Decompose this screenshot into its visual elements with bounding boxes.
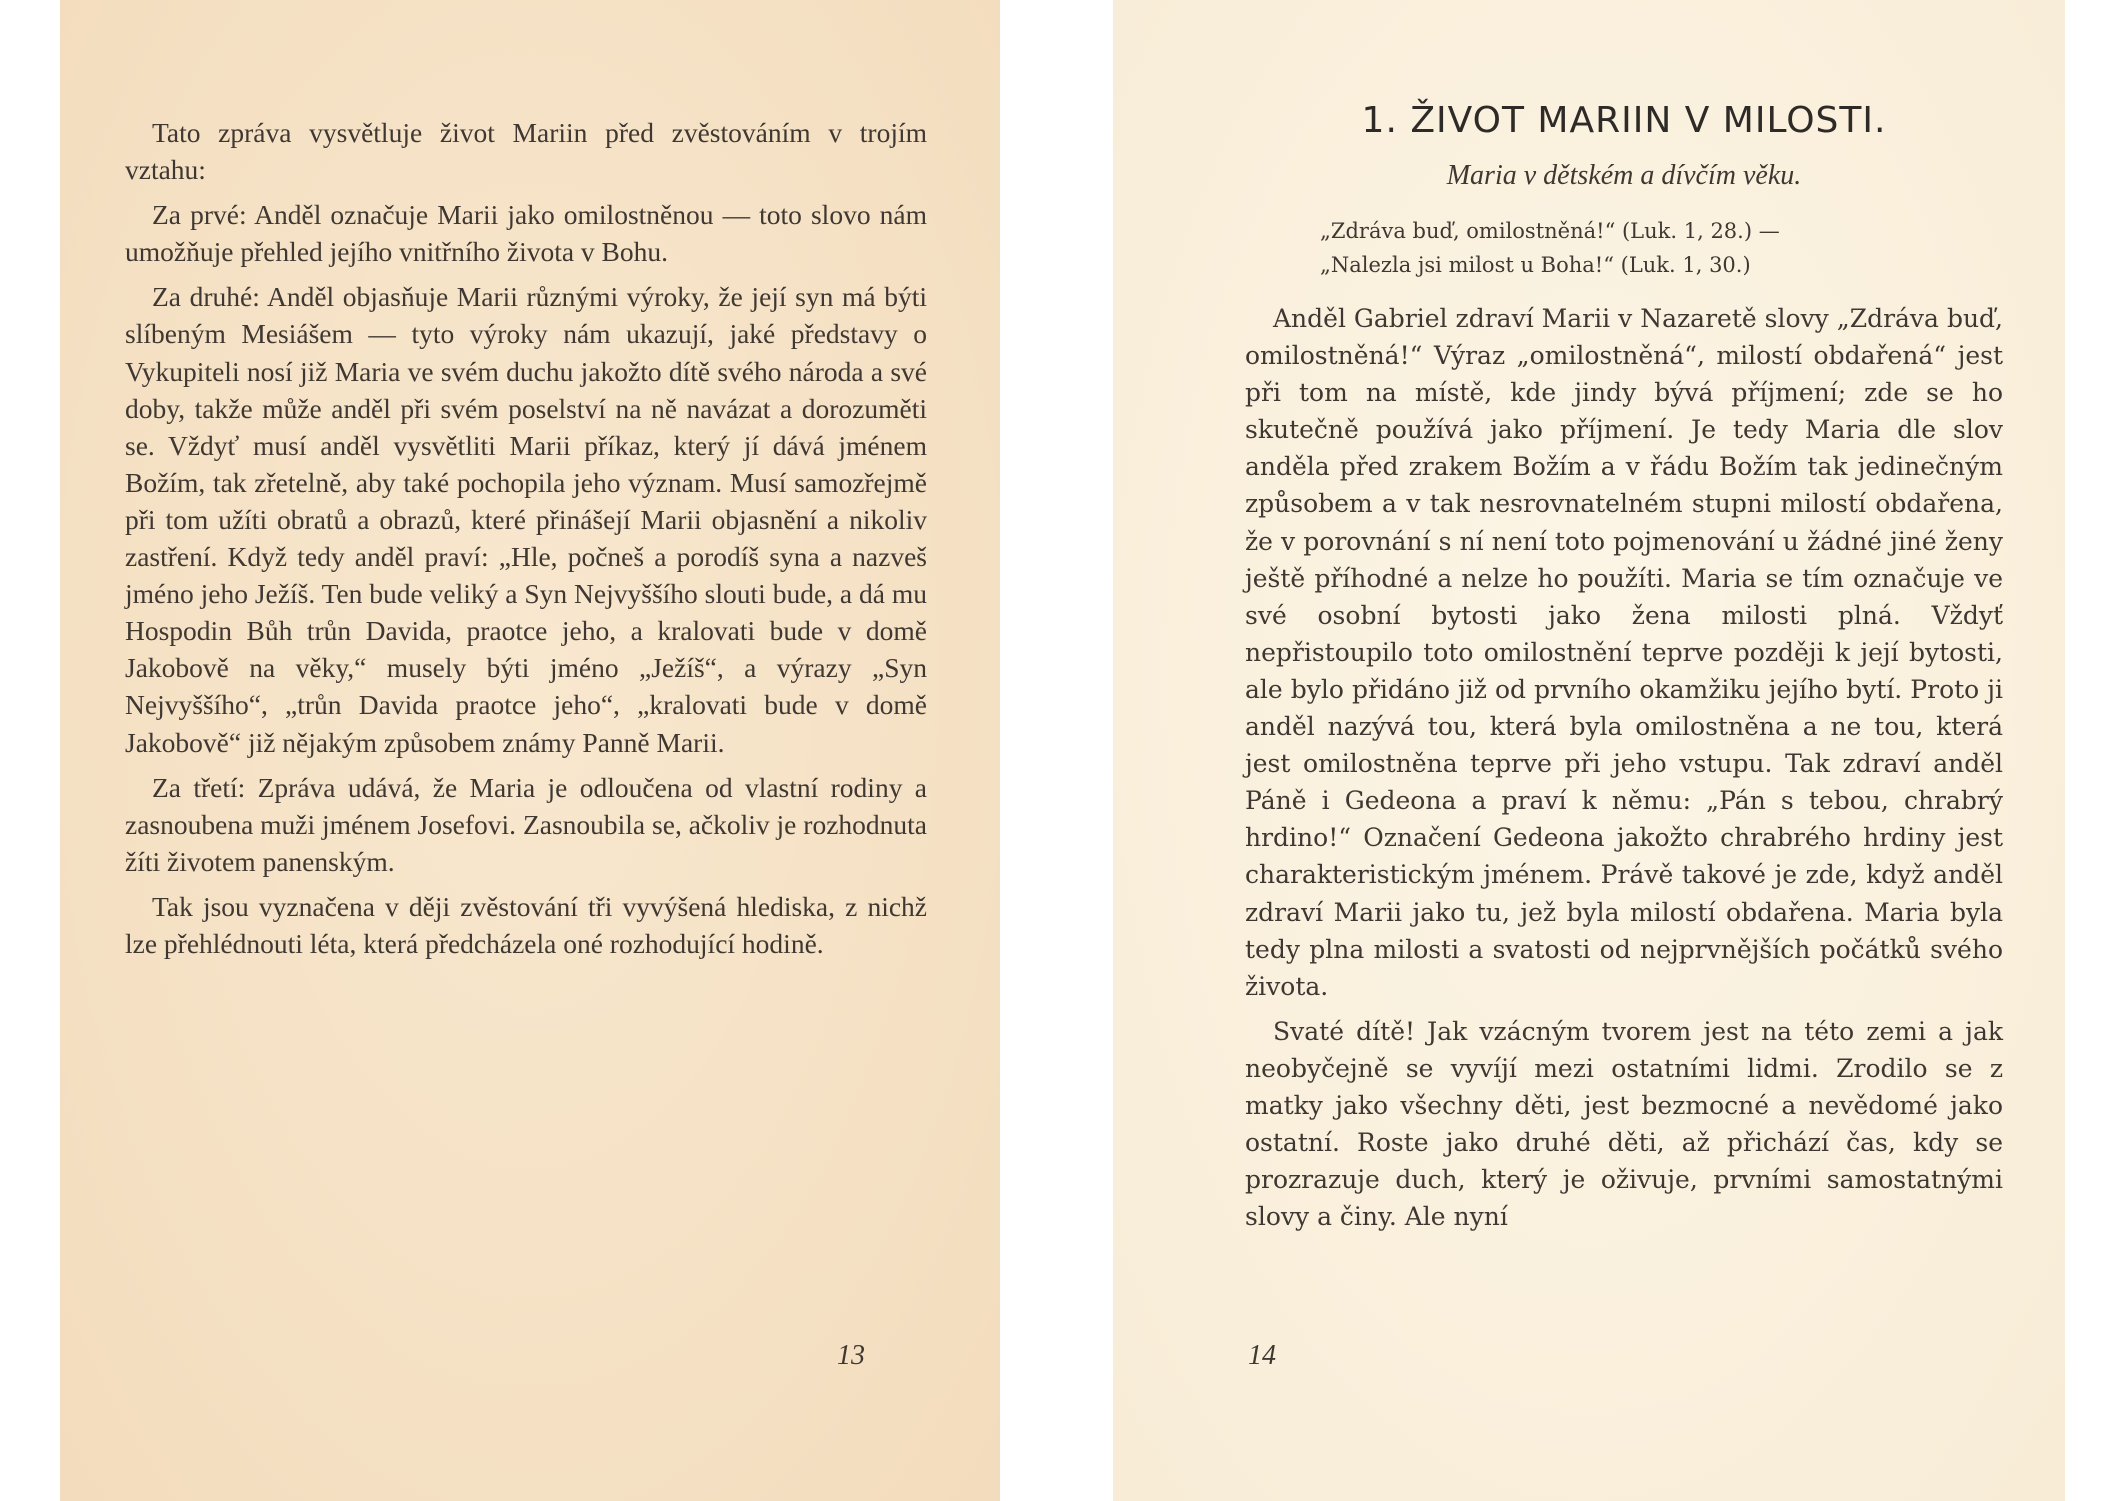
epigraph-line-1: „Zdráva buď, omilostněná!“ (Luk. 1, 28.) — <box>1320 219 1780 243</box>
left-paragraph-2: Za prvé: Anděl označuje Marii jako omilostněnou — toto slovo nám umožňuje přehled jejího vnitřního života v Bohu. <box>125 199 927 268</box>
right-page-body <box>1245 300 2003 1243</box>
chapter-title: 1. ŽIVOT MARIIN V MILOSTI. <box>1361 100 1887 141</box>
right-page <box>1113 0 2065 1501</box>
page-number-right: 14 <box>1248 1340 1276 1371</box>
epigraph <box>1320 214 1930 282</box>
left-paragraph-4: Za třetí: Zpráva udává, že Maria je odloučena od vlastní rodiny a zasnoubena muži jménem Josefovi. Zasnoubila se, ačkoliv je rozhodnuta žíti životem panenským. <box>125 771 927 877</box>
epigraph-line-2: „Nalezla jsi milost u Boha!“ (Luk. 1, 30.) <box>1320 253 1751 277</box>
left-page <box>60 0 1000 1501</box>
left-paragraph-1: Tato zpráva vysvětluje život Mariin před zvěstováním v trojím vztahu: <box>125 117 927 186</box>
chapter-subtitle: Maria v dětském a dívčím věku. <box>1446 160 1802 191</box>
left-page-body <box>125 114 927 970</box>
left-paragraph-5: Tak jsou vyznačena v ději zvěstování tři vyvýšená hlediska, z nichž lze přehlédnouti léta, která předcházela oné rozhodující hodině. <box>125 890 927 959</box>
left-paragraph-3: Za druhé: Anděl objasňuje Marii různými výroky, že její syn má býti slíbeným Mesiášem — tyto výroky nám ukazují, jaké představy o Vykupiteli nosí již Maria ve svém duchu jakožto dítě svého národa a své doby, takže může anděl při svém poselství na ně navázat a dorozuměti se. Vždyť musí anděl vysvětliti Marii příkaz, který jí dává jménem Božím, tak zřetelně, aby také pochopila jeho význam. Musí samozřejmě při tom užíti obratů a obrazů, které přinášejí Marii objasnění a nikoliv zastření. Když tedy anděl praví: „Hle, počneš a porodíš syna a nazveš jméno jeho Ježíš. Ten bude veliký a Syn Nejvyššího slouti bude, a dá mu Hospodin Bůh trůn Davida, praotce jeho, a kralovati bude v domě Jakobově na věky,“ musely býti jméno „Ježíš“, a výrazy „Syn Nejvyššího“, „trůn Davida praotce jeho“, „kralovati bude v domě Jakobově“ již nějakým způsobem známy Panně Marii. <box>125 281 927 758</box>
right-paragraph-2: Svaté dítě! Jak vzácným tvorem jest na této zemi a jak neobyčejně se vyvíjí mezi ostatními lidmi. Zrodilo se z matky jako všechny děti, jest bezmocné a nevědomé jako ostatní. Roste jako druhé děti, až přichází čas, kdy se prozrazuje duch, který je oživuje, prvními samostatnými slovy a činy. Ale nyní <box>1245 1016 2003 1232</box>
page-number-left: 13 <box>837 1340 865 1371</box>
right-paragraph-1: Anděl Gabriel zdraví Marii v Nazaretě slovy „Zdráva buď, omilostněná!“ Výraz „omilostněná“, milostí obdařená“ jest při tom na místě, kde jindy bývá příjmení; zde se ho skutečně používá jako příjmení. Je tedy Maria dle slov anděla před zrakem Božím a v řádu Božím tak jedinečným způsobem a v tak nesrovnatelném stupni milostí obdařena, že v porovnání s ní není toto pojmenování u žádné jiné ženy ještě příhodné a nelze ho použíti. Maria se tím označuje ve své osobní bytosti jako žena milosti plná. Vždyť nepřistoupilo toto omilostnění teprve později k její bytosti, ale bylo přidáno již od prvního okamžiku jejího bytí. Proto ji anděl nazývá tou, která byla omilostněna a ne tou, která jest omilostněna teprve při jeho vstupu. Tak zdraví anděl Páně i Gedeona a praví k němu: „Pán s tebou, chrabrý hrdino!“ Označení Gedeona jakožto chrabrého hrdiny jest charakteristickým jménem. Právě takové je zde, když anděl zdraví Marii jako tu, jež byla milostí obdařena. Maria byla tedy plna milosti a svatosti od nejprvnějších počátků svého života. <box>1245 304 2003 1001</box>
